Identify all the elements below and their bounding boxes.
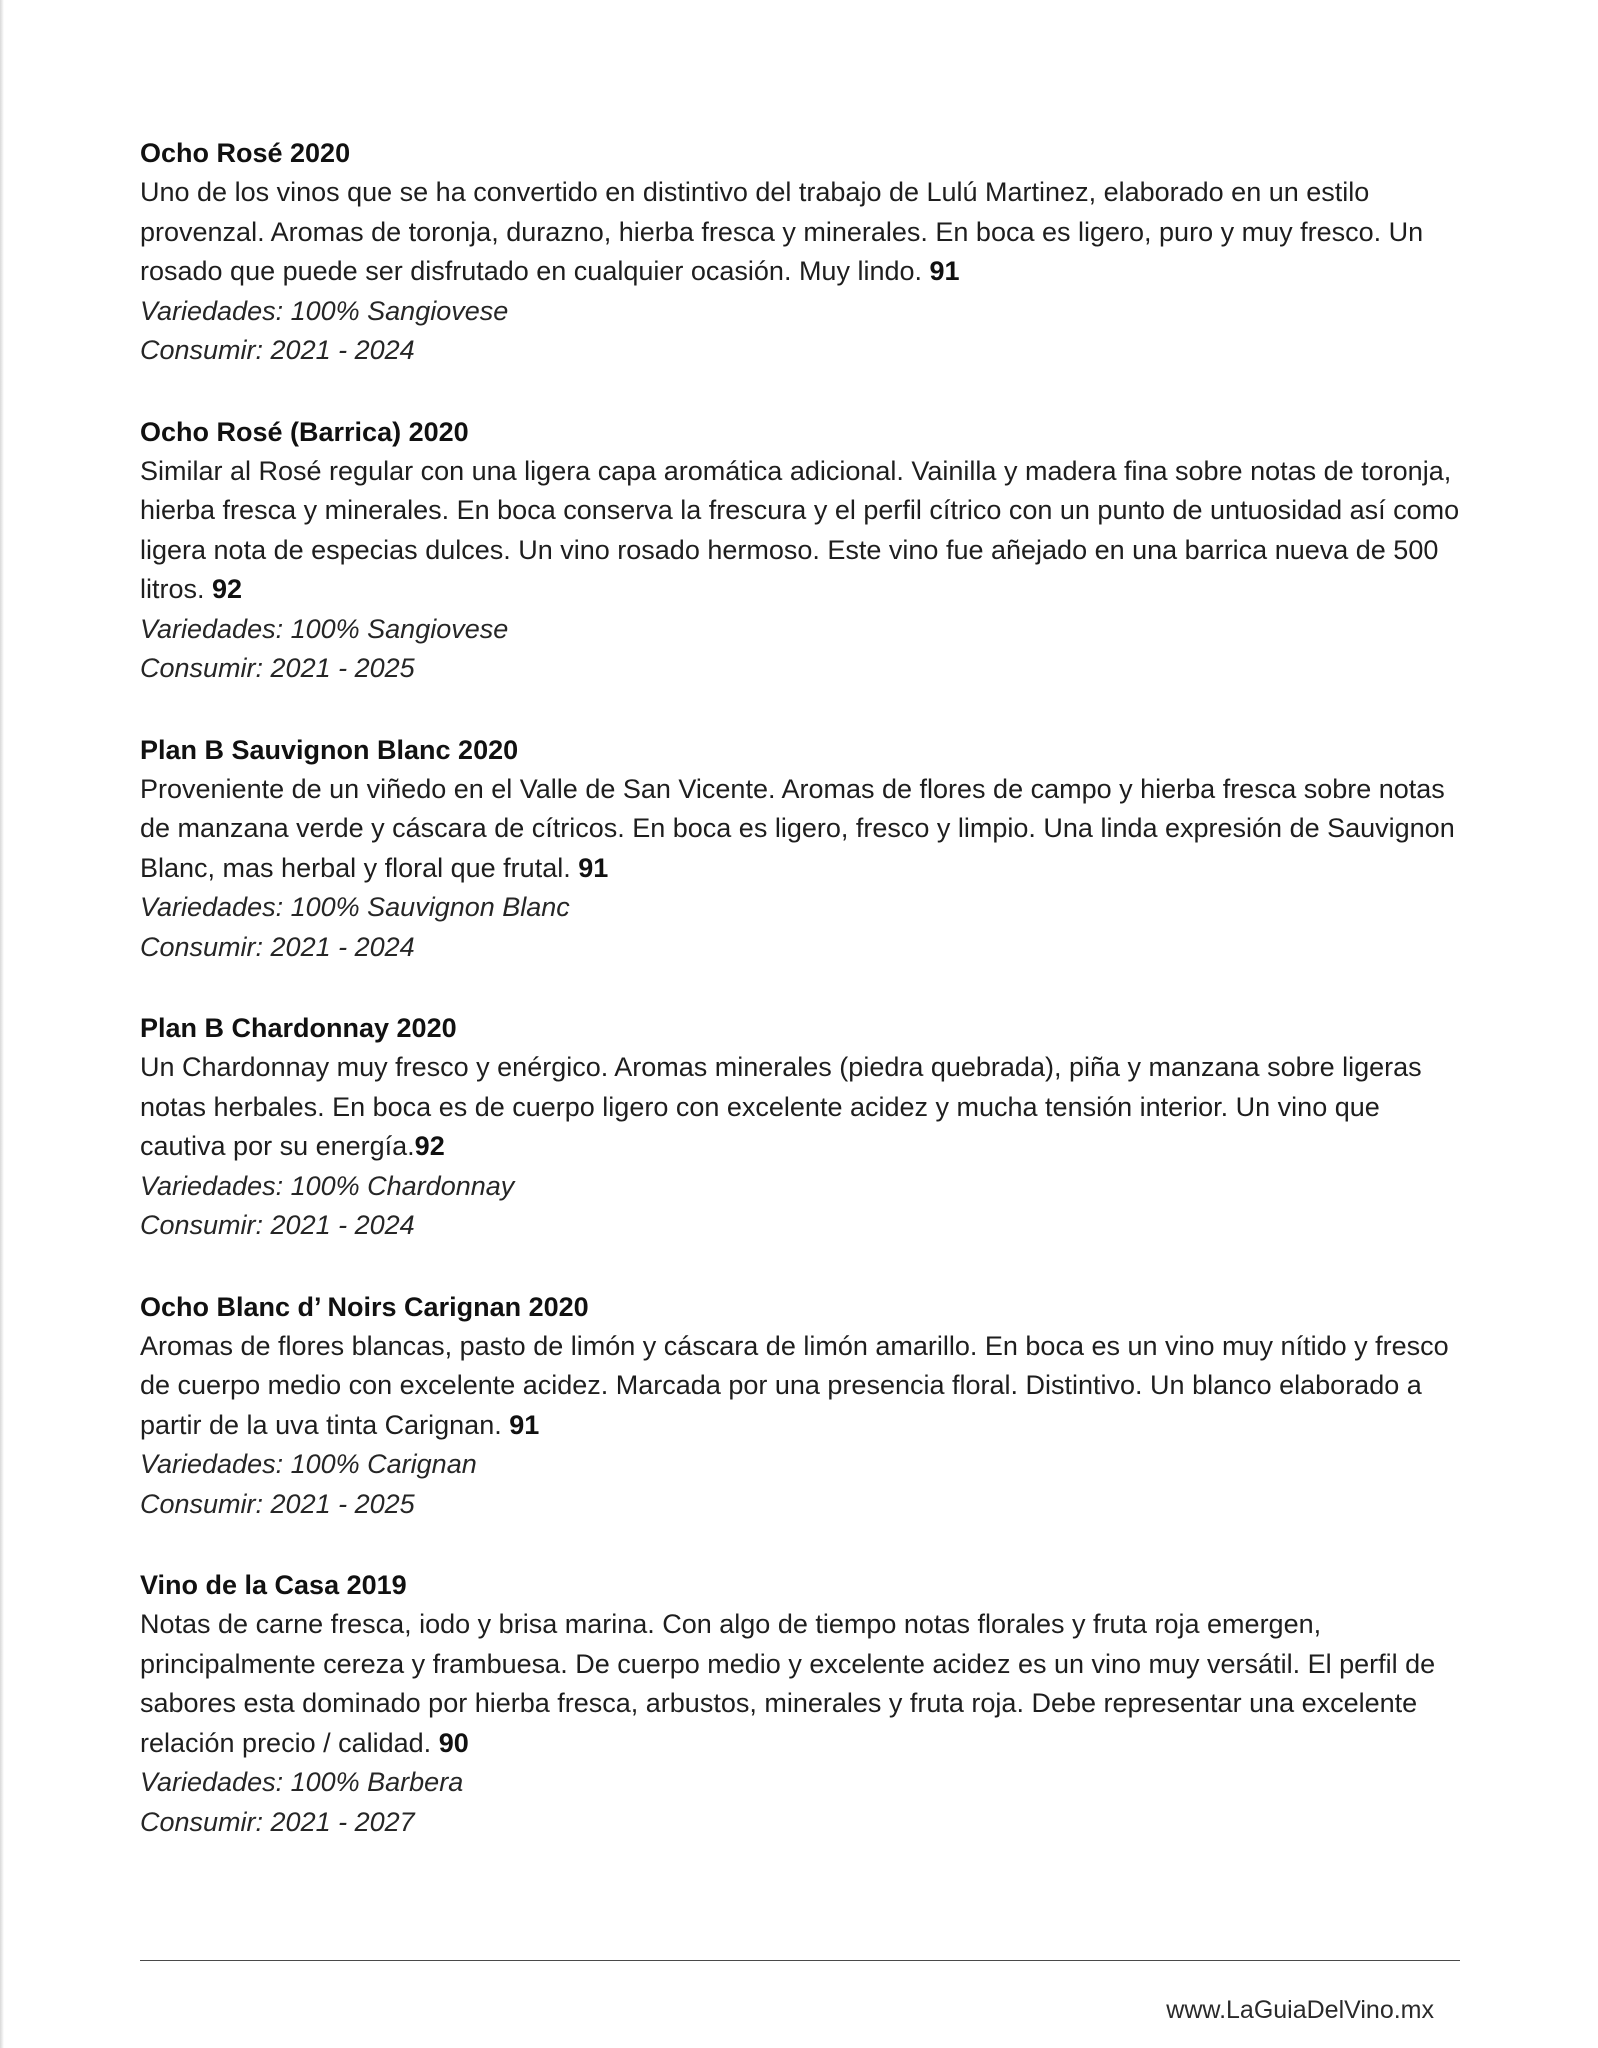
wine-description-text: Un Chardonnay muy fresco y enérgico. Aromas minerales (piedra quebrada), piña y manzana sobre ligeras notas herbales. En boca es de cuerpo ligero con excelente acidez y mucha tensión interior. Un vino que cautiva por su energía.	[140, 1052, 1422, 1161]
wine-description-text: Notas de carne fresca, iodo y brisa marina. Con algo de tiempo notas florales y fruta roja emergen, principalmente cereza y frambuesa. De cuerpo medio y excelente acidez es un vino muy versátil. El perfil de sabores esta dominado por hierba fresca, arbustos, minerales y fruta roja. Debe representar una excelente relación precio / calidad.	[140, 1609, 1436, 1758]
wine-entry	[140, 1009, 1460, 1246]
footer-divider	[140, 1960, 1460, 1961]
wine-description-text: Proveniente de un viñedo en el Valle de San Vicente. Aromas de flores de campo y hierba fresca sobre notas de manzana verde y cáscara de cítricos. En boca es ligero, fresco y limpio. Una linda expresión de Sauvignon Blanc, mas herbal y floral que frutal.	[140, 773, 1455, 883]
page-edge-shadow	[0, 0, 4, 2048]
wine-varieties: Variedades: 100% Sauvignon Blanc	[140, 892, 570, 922]
wine-entry	[140, 731, 1460, 968]
wine-varieties: Variedades: 100% Carignan	[140, 1449, 477, 1479]
wine-description	[140, 452, 1460, 610]
wine-drink-window: Consumir: 2021 - 2025	[140, 653, 415, 683]
wine-varieties: Variedades: 100% Chardonnay	[140, 1170, 515, 1201]
wine-varieties: Variedades: 100% Sangiovese	[140, 613, 509, 644]
wine-score: 91	[509, 1409, 540, 1440]
wine-varieties: Variedades: 100% Sangiovese	[140, 295, 509, 326]
wine-drink-window: Consumir: 2021 - 2024	[140, 931, 415, 962]
wine-description	[140, 770, 1460, 889]
wine-description-text: Similar al Rosé regular con una ligera capa aromática adicional. Vainilla y madera fina sobre notas de toronja, hierba fresca y minerales. En boca conserva la frescura y el perfil cítrico con un punto de untuosidad así como ligera nota de especias dulces. Un vino rosado hermoso. Este vino fue añejado en una barrica nueva de 500 litros.	[140, 455, 1460, 604]
wine-score: 92	[414, 1131, 445, 1161]
wine-name: Plan B Chardonnay 2020	[140, 1013, 457, 1043]
wine-description-text: Uno de los vinos que se ha convertido en distintivo del trabajo de Lulú Martinez, elaborado en un estilo provenzal. Aromas de toronja, durazno, hierba fresca y minerales. En boca es ligero, puro y muy fresco. Un rosado que puede ser disfrutado en cualquier ocasión. Muy lindo.	[140, 177, 1424, 286]
wine-entry	[140, 1288, 1460, 1525]
wine-name: Ocho Blanc d’ Noirs Carignan 2020	[140, 1291, 589, 1322]
wine-drink-window: Consumir: 2021 - 2027	[140, 1806, 415, 1837]
wine-score: 92	[212, 574, 243, 604]
wine-review-list	[140, 134, 1460, 1884]
wine-drink-window: Consumir: 2021 - 2024	[140, 335, 415, 365]
wine-name: Plan B Sauvignon Blanc 2020	[140, 734, 519, 765]
wine-entry	[140, 134, 1460, 371]
wine-score: 91	[929, 256, 960, 286]
wine-description	[140, 173, 1460, 292]
wine-name: Ocho Rosé 2020	[140, 138, 351, 168]
wine-description	[140, 1048, 1460, 1167]
wine-name: Ocho Rosé (Barrica) 2020	[140, 416, 469, 447]
wine-entry	[140, 413, 1460, 689]
wine-description-text: Aromas de flores blancas, pasto de limón y cáscara de limón amarillo. En boca es un vino muy nítido y fresco de cuerpo medio con excelente acidez. Marcada por una presencia floral. Distintivo. Un blanco elaborado a partir de la uva tinta Carignan.	[140, 1330, 1449, 1440]
wine-name: Vino de la Casa 2019	[140, 1570, 407, 1600]
wine-score: 91	[578, 852, 609, 883]
footer-website-url: www.LaGuiaDelVino.mx	[1166, 1996, 1434, 2024]
wine-varieties: Variedades: 100% Barbera	[140, 1767, 464, 1797]
wine-drink-window: Consumir: 2021 - 2025	[140, 1488, 415, 1519]
wine-description	[140, 1327, 1460, 1446]
wine-description	[140, 1605, 1460, 1763]
wine-score: 90	[438, 1727, 469, 1758]
wine-drink-window: Consumir: 2021 - 2024	[140, 1210, 415, 1240]
wine-entry	[140, 1566, 1460, 1842]
